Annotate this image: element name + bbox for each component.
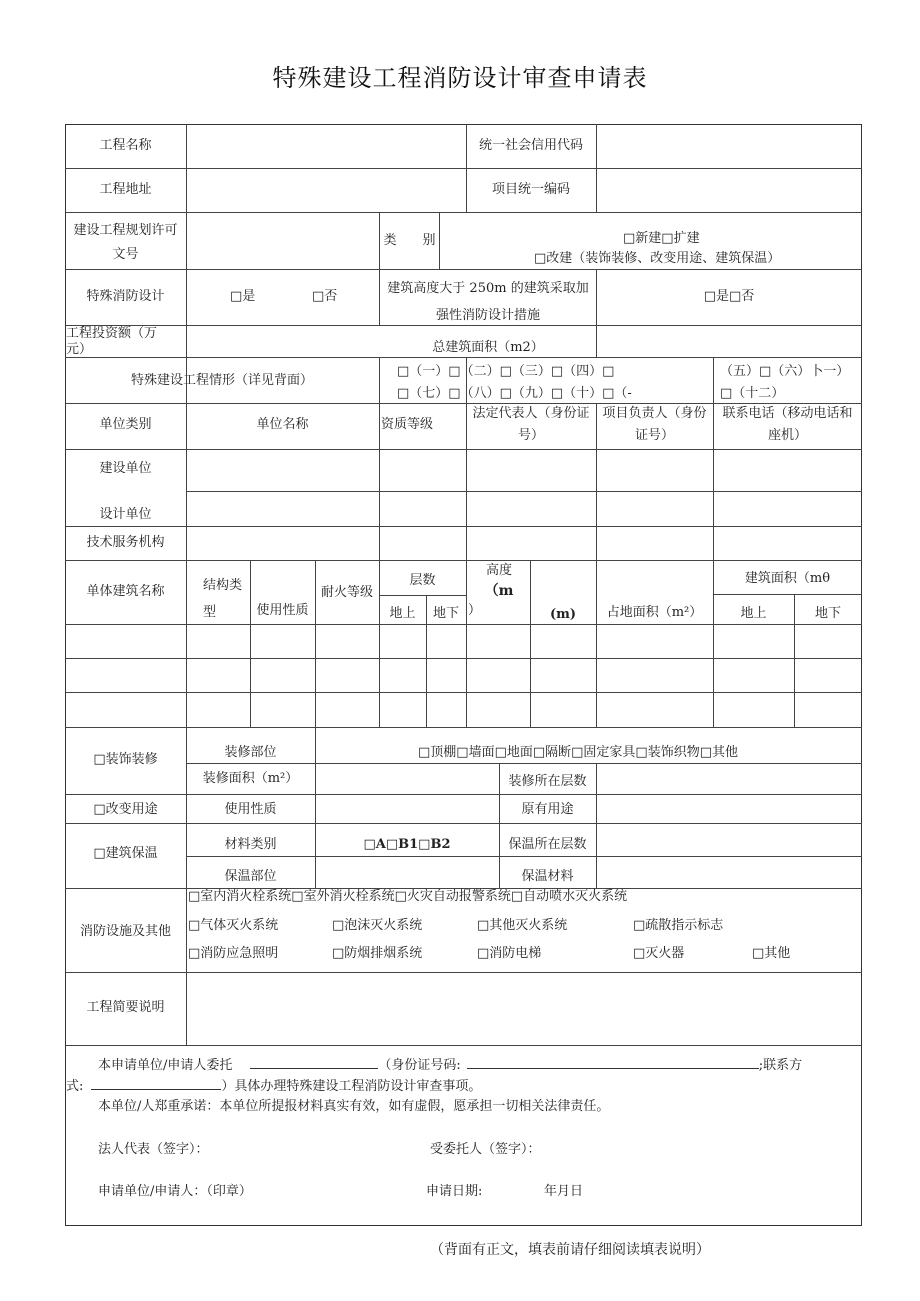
- insulation-part-label: 保温部位: [224, 869, 277, 884]
- floors-below-header: 地下: [432, 606, 459, 621]
- decoration-part-options[interactable]: □顶棚□墙面□地面□隔断□固定家具□装饰织物□其他: [418, 745, 738, 760]
- id-number-field[interactable]: [467, 1054, 759, 1069]
- unit-name-header: 单位名称: [256, 417, 309, 432]
- col-line: [596, 763, 597, 795]
- row-line: [65, 168, 862, 169]
- application-date-value: 年月日: [544, 1184, 584, 1199]
- facility-extinguisher[interactable]: □灭火器: [633, 946, 685, 961]
- situation-options-line4[interactable]: □（十二）: [720, 386, 785, 401]
- facility-gas[interactable]: □气体灭火系统: [188, 918, 279, 933]
- row-line: [65, 526, 862, 527]
- row-line: [65, 823, 862, 824]
- structure-type-header-line2: 型: [203, 605, 217, 620]
- application-date-label: 申请日期:: [426, 1184, 483, 1199]
- project-name-label: 工程名称: [99, 138, 152, 153]
- col-line: [596, 269, 597, 358]
- category-options-line2[interactable]: □改建（装饰装修、改变用途、建筑保温）: [534, 251, 781, 266]
- row-line: [65, 794, 862, 795]
- row-line: [65, 727, 862, 728]
- decoration-part-label: 装修部位: [224, 745, 277, 760]
- investment-label-line1: 工程投资额（万: [66, 326, 158, 341]
- footer-note: （背面有正文，填表前请仔细阅读填表说明）: [430, 1242, 710, 1258]
- category-label: 类 别: [383, 233, 436, 248]
- col-line: [596, 823, 597, 889]
- special-situation-label: 特殊建设工程情形（详见背面）: [130, 373, 313, 388]
- area-above-header: 地上: [740, 606, 767, 621]
- facility-evac-sign[interactable]: □疏散指示标志: [633, 918, 724, 933]
- row-line: [186, 856, 862, 857]
- facilities-label: 消防设施及其他: [79, 924, 171, 939]
- col-line: [315, 727, 316, 889]
- project-code-label: 项目统一编码: [491, 182, 570, 197]
- height-header-line3: ）: [468, 603, 482, 618]
- row-line: [379, 595, 466, 596]
- col-line: [250, 560, 251, 728]
- insulation-floor-label: 保温所在层数: [508, 837, 587, 852]
- row-line: [65, 972, 862, 973]
- declaration-line1: [98, 1054, 802, 1077]
- row-line: [65, 449, 862, 450]
- row-line: [65, 692, 862, 693]
- commitment-text: 本单位/人郑重承诺：本单位所提报材料真实有效，如有虚假，愿承担一切相关法律责任。: [98, 1099, 610, 1114]
- applicant-seal-label: 申请单位/申请人：（印章）: [98, 1184, 252, 1199]
- handle-matter-text: ）具体办理特殊建设工程消防设计审查事项。: [221, 1079, 482, 1094]
- use-nature-header: 使用性质: [256, 603, 309, 618]
- category-options-line1[interactable]: □新建□扩建: [623, 231, 700, 246]
- col-line: [713, 357, 714, 404]
- project-brief-label: 工程简要说明: [86, 1000, 165, 1015]
- permit-label-line1: 建设工程规划许可: [73, 223, 178, 238]
- height-question-line1: 建筑高度大于 250m 的建筑采取加: [387, 281, 589, 296]
- height-header: [468, 561, 530, 621]
- total-area-label: 总建筑面积（m2）: [432, 340, 544, 355]
- facility-smoke[interactable]: □防烟排烟系统: [332, 946, 423, 961]
- col-line: [596, 794, 597, 824]
- building-name-header: 单体建筑名称: [86, 584, 165, 599]
- entrust-text: 本申请单位/申请人委托: [98, 1058, 233, 1073]
- construction-unit-label: 建设单位: [99, 461, 152, 476]
- row-line: [65, 560, 862, 561]
- decoration-checkbox[interactable]: □装饰装修: [93, 752, 158, 767]
- project-manager-header: [596, 403, 713, 447]
- structure-type-header: [203, 572, 242, 626]
- declaration-line2: [66, 1075, 481, 1098]
- situation-options-line2[interactable]: □（七）□（八）□（九）□（十）□（-: [397, 386, 632, 401]
- material-type-label: 材料类别: [224, 837, 277, 852]
- project-address-label: 工程地址: [99, 182, 152, 197]
- contact-field[interactable]: [91, 1075, 221, 1090]
- col-line: [596, 560, 597, 728]
- facility-other-ext[interactable]: □其他灭火系统: [477, 918, 568, 933]
- legal-rep-header-line1: 法定代表人（身份证: [472, 406, 590, 421]
- legal-rep-signature-label: 法人代表（签字）：: [98, 1142, 209, 1157]
- special-design-yes-checkbox[interactable]: □是: [230, 289, 256, 304]
- special-design-label: 特殊消防设计: [86, 289, 165, 304]
- decoration-area-label: 装修面积（m²）: [202, 771, 299, 786]
- row-line: [713, 594, 862, 595]
- footprint-header: 占地面积（m²）: [606, 605, 703, 620]
- contact-text: ;联系方: [758, 1058, 803, 1073]
- credit-code-label: 统一社会信用代码: [478, 138, 583, 153]
- col-line: [379, 403, 380, 561]
- col-line: [186, 560, 187, 728]
- legal-rep-header: [466, 403, 596, 447]
- special-design-no-checkbox[interactable]: □否: [312, 289, 338, 304]
- fire-rating-header: 耐火等级: [320, 585, 373, 600]
- building-area-header: 建筑面积（mθ: [744, 571, 831, 586]
- row-line: [65, 1045, 862, 1046]
- insulation-material-label: 保温材料: [521, 869, 574, 884]
- facility-fire-elevator[interactable]: □消防电梯: [477, 946, 542, 961]
- use-nature-label: 使用性质: [224, 802, 277, 817]
- height-header-line1: 高度: [485, 563, 512, 578]
- row-line: [65, 658, 862, 659]
- unit-type-header: 单位类别: [99, 417, 152, 432]
- col-line: [466, 560, 467, 728]
- permit-label-line2: 文号: [112, 247, 139, 262]
- insulation-checkbox[interactable]: □建筑保温: [93, 846, 158, 861]
- height-answer-checkboxes[interactable]: □是□否: [703, 289, 755, 304]
- agent-signature-label: 受委托人（签字）：: [430, 1142, 541, 1157]
- contact-phone-header-line1: 联系电话（移动电话和: [722, 406, 853, 421]
- agent-name-field[interactable]: [250, 1054, 378, 1069]
- situation-options-line3[interactable]: （五）□（六）卜一）: [720, 364, 850, 379]
- contact-phone-header: [713, 403, 862, 447]
- row-line: [186, 491, 862, 492]
- tech-service-label: 技术服务机构: [86, 535, 165, 550]
- row-line: [65, 212, 862, 213]
- col-line: [186, 124, 187, 404]
- height-unit-header: (m): [549, 607, 577, 622]
- height-question-line2: 强性消防设计措施: [435, 308, 540, 323]
- permit-label: [65, 219, 186, 267]
- material-type-options[interactable]: □A□B1□B2: [363, 837, 451, 852]
- legal-rep-header-line2: 号）: [517, 428, 544, 443]
- project-manager-header-line2: 证号）: [634, 428, 674, 443]
- situation-options-line1[interactable]: □（一）□（二）□（三）□（四）□: [397, 364, 615, 379]
- design-unit-label: 设计单位: [99, 507, 152, 522]
- height-header-line2: （m: [484, 583, 514, 599]
- investment-label: [66, 326, 186, 358]
- decoration-floor-label: 装修所在层数: [508, 774, 587, 789]
- structure-type-header-line1: 结构类: [203, 578, 243, 593]
- project-manager-header-line1: 项目负责人（身份: [602, 406, 707, 421]
- id-number-text: （身份证号码:: [378, 1058, 461, 1073]
- qualification-header: 资质等级: [381, 417, 434, 432]
- col-line: [530, 560, 531, 728]
- contact-method-text: 式:: [66, 1079, 84, 1094]
- height-question: [380, 275, 596, 329]
- contact-phone-header-line2: 座机）: [767, 428, 807, 443]
- facility-emergency-light[interactable]: □消防应急照明: [188, 946, 279, 961]
- use-change-checkbox[interactable]: □改变用途: [93, 802, 158, 817]
- col-line: [439, 212, 440, 270]
- col-line: [379, 357, 380, 404]
- col-line: [596, 124, 597, 213]
- facility-foam[interactable]: □泡沫灭火系统: [332, 918, 423, 933]
- facilities-line1[interactable]: □室内消火栓系统□室外消火栓系统□火灾自动报警系统□自动喷水灭火系统: [188, 889, 628, 904]
- original-use-label: 原有用途: [521, 802, 574, 817]
- area-below-header: 地下: [814, 606, 841, 621]
- investment-label-line2: 元）: [66, 342, 93, 357]
- page-title: 特殊建设工程消防设计审查申请表: [272, 64, 648, 92]
- floors-above-header: 地上: [389, 606, 416, 621]
- floors-header: 层数: [409, 573, 436, 588]
- facility-other[interactable]: □其他: [752, 946, 791, 961]
